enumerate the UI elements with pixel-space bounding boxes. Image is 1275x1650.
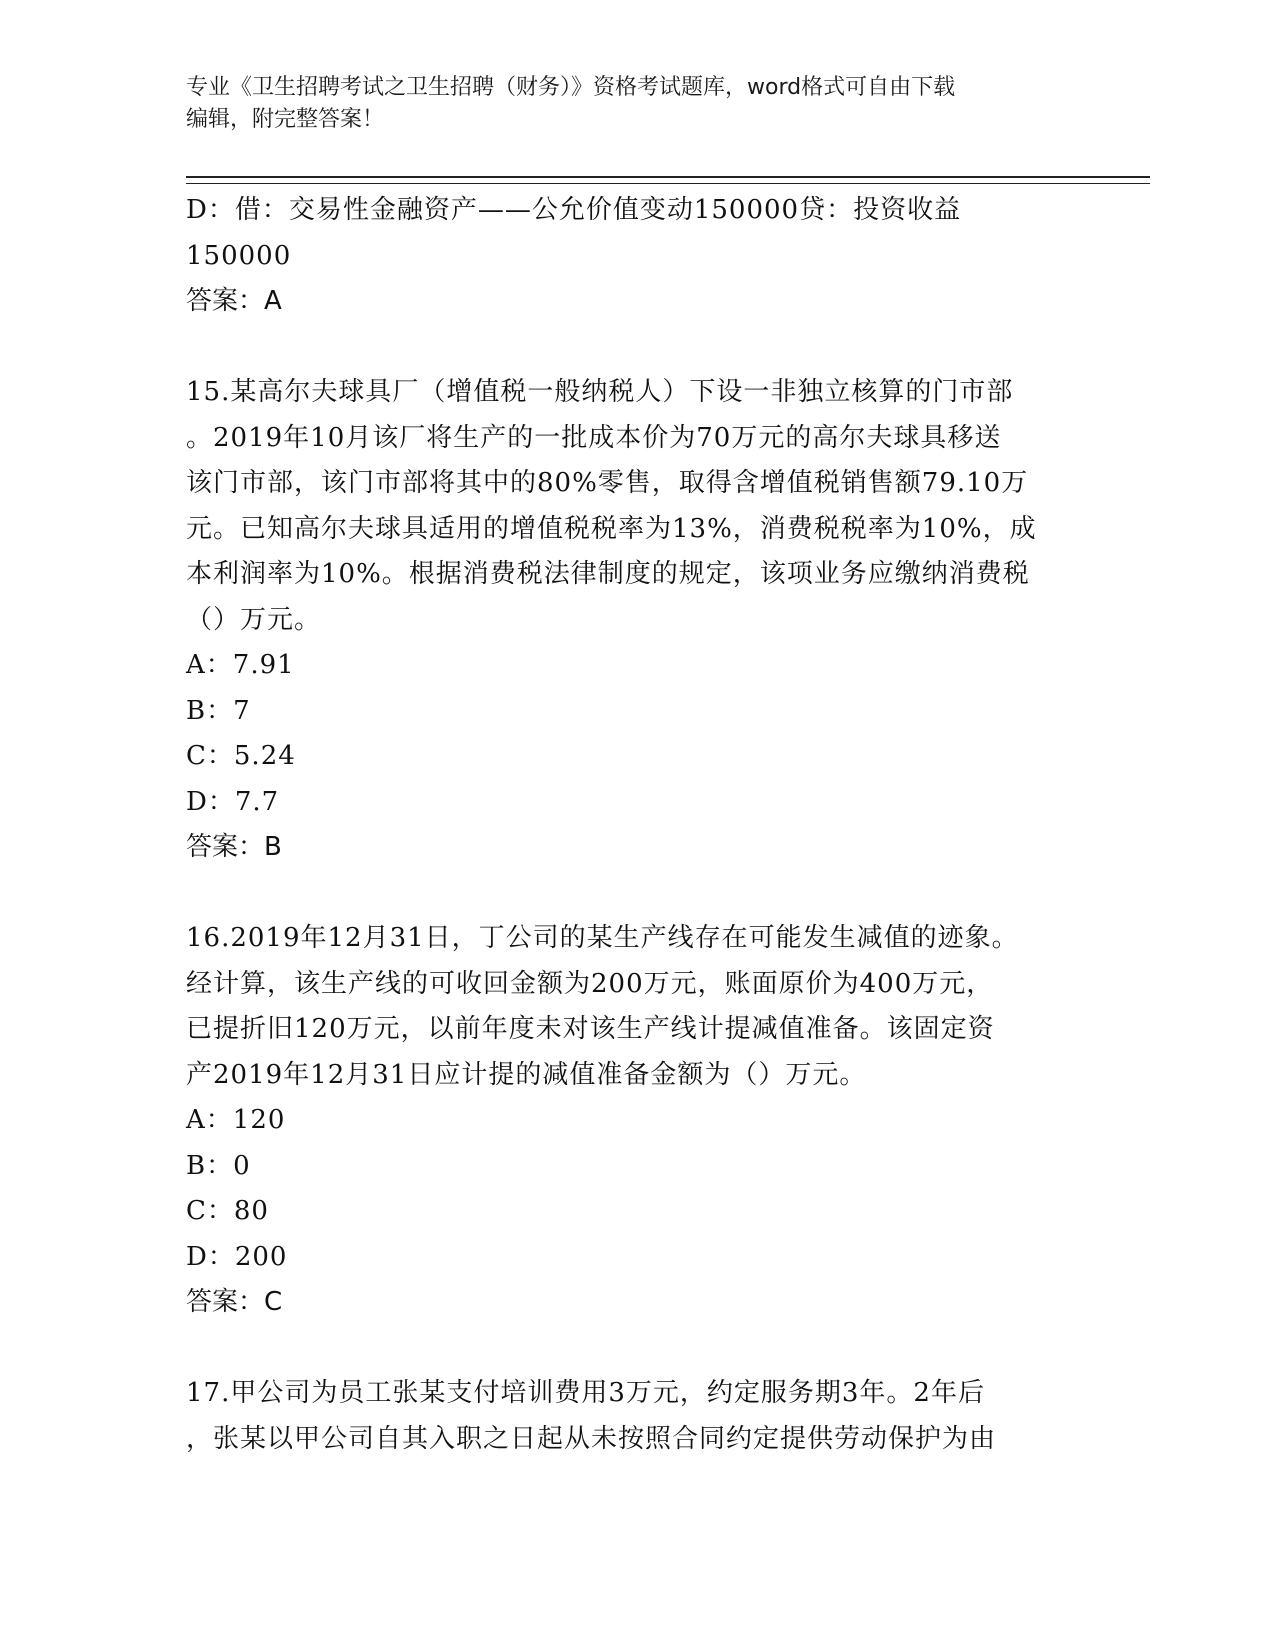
question-text-line: 16.2019年12月31日，丁公司的某生产线存在可能发生减值的迹象。: [186, 923, 1019, 953]
option-c: C：80: [186, 1196, 269, 1226]
option-d: D：借：交易性金融资产——公允价值变动150000贷：投资收益: [186, 195, 962, 225]
question-text-line: ，张某以甲公司自其入职之日起从未按照合同约定提供劳动保护为由: [186, 1423, 997, 1454]
question-text-line: 元。已知高尔夫球具适用的增值税税率为13%，消费税税率为10%，成: [186, 513, 1037, 544]
question-16: [186, 916, 1086, 1326]
question-text-line: 15.某高尔夫球具厂（增值税一般纳税人）下设一非独立核算的门市部: [186, 377, 1014, 407]
question-text-line: （）万元。: [186, 604, 322, 635]
question-text-line: 本利润率为10%。根据消费税法律制度的规定，该项业务应缴纳消费税: [186, 559, 1030, 589]
option-b: B：7: [186, 695, 251, 726]
question-text-line: 17.甲公司为员工张某支付培训费用3万元，约定服务期3年。2年后: [186, 1378, 985, 1408]
question-15: [186, 370, 1086, 871]
option-d-continued: 150000: [186, 240, 292, 271]
header-line-1: 专业《卫生招聘考试之卫生招聘（财务）》资格考试题库，word格式可自由下载: [186, 75, 956, 100]
question-text-line: 。2019年10月该厂将生产的一批成本价为70万元的高尔夫球具移送: [186, 422, 1002, 453]
option-a: A：7.91: [186, 650, 295, 680]
answer: 答案：A: [186, 286, 282, 316]
header-line-2: 编辑，附完整答案！: [186, 107, 385, 132]
option-d: D：7.7: [186, 786, 280, 817]
answer: 答案：C: [186, 1287, 283, 1317]
question-14-tail: [186, 188, 1086, 325]
option-c: C：5.24: [186, 741, 296, 771]
question-text-line: 该门市部，该门市部将其中的80%零售，取得含增值税销售额79.10万: [186, 468, 1029, 498]
option-b: B：0: [186, 1150, 251, 1181]
document-body: [186, 188, 1086, 1462]
header-divider: [186, 176, 1150, 184]
spacer: [186, 325, 1086, 371]
question-text-line: 经计算，该生产线的可收回金额为200万元，账面原价为400万元，: [186, 968, 994, 999]
question-17: [186, 1371, 1086, 1462]
page-header: [186, 72, 1086, 136]
question-text-line: 产2019年12月31日应计提的减值准备金额为（）万元。: [186, 1059, 867, 1090]
answer: 答案：B: [186, 832, 282, 862]
question-text-line: 已提折旧120万元，以前年度未对该生产线计提减值准备。该固定资: [186, 1014, 995, 1044]
spacer: [186, 871, 1086, 917]
option-a: A：120: [186, 1105, 286, 1135]
option-d: D：200: [186, 1241, 288, 1272]
spacer: [186, 1326, 1086, 1372]
